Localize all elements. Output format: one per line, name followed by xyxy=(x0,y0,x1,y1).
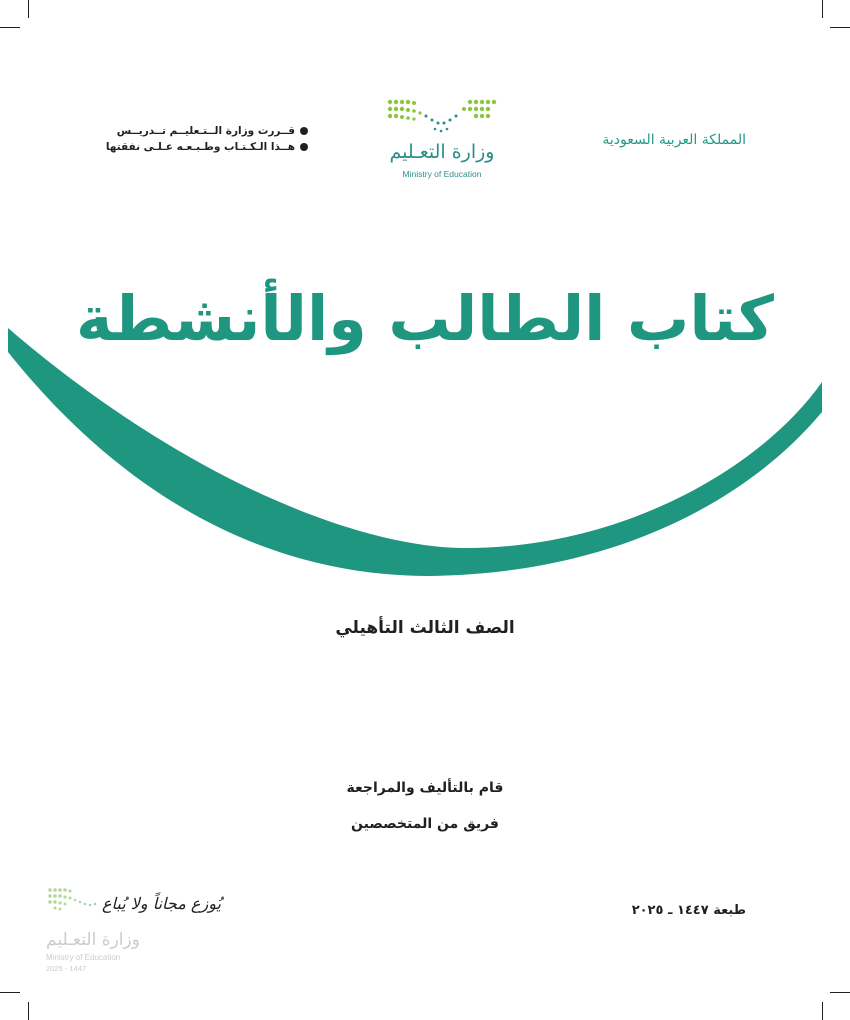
book-title: كتاب الطالب والأنشطة xyxy=(76,282,774,355)
author-team: فريق من المتخصصين xyxy=(351,816,499,832)
ministry-arabic-name: وزارة التعـليم xyxy=(389,141,495,163)
kingdom-label: المملكة العربية السعودية xyxy=(602,132,746,148)
edition-label: طبعة ١٤٤٧ ـ ٢٠٢٥ xyxy=(631,903,746,918)
grade-label: الصف الثالث التأهيلي xyxy=(335,618,515,638)
free-distribution-note: يُوزع مجاناً ولا يُباع xyxy=(102,894,221,913)
ministry-english-name: Ministry of Education xyxy=(402,169,482,179)
footer-ministry-year: 2025 - 1447 xyxy=(46,964,87,973)
footer-dots-icon xyxy=(46,886,106,916)
footer-ministry-logo xyxy=(42,884,242,984)
footer-ministry-english: Ministry of Education xyxy=(46,953,121,962)
approval-line-2: هــذا الـكـتـاب وطـبـعـه عـلـى نفقتها xyxy=(105,141,295,153)
footer-ministry-arabic: وزارة التعـليم xyxy=(46,930,140,950)
approval-line-1: قــررت وزارة الــتـعليــم تــدريــس xyxy=(116,125,295,137)
authorship-label: قام بالتأليف والمراجعة xyxy=(346,780,504,796)
book-subtitle: لمعاهد وبرامج التربية الفكرية xyxy=(223,422,627,455)
